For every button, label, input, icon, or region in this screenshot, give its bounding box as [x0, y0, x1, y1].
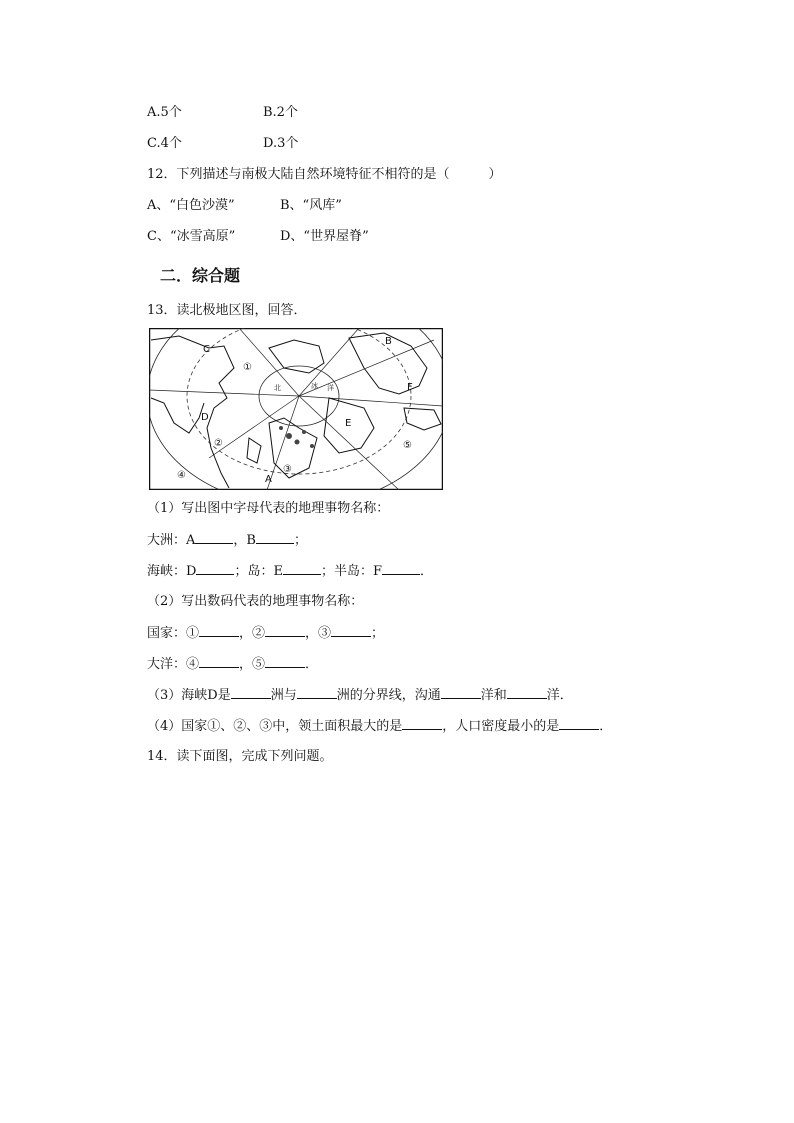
map-label-a: A	[265, 474, 272, 485]
continent-b-label: ，B	[233, 533, 256, 548]
q13-stem: 13．读北极地区图，回答．	[147, 303, 307, 318]
blank-ocean-4[interactable]	[199, 655, 239, 668]
blank-part4-lowest-density[interactable]	[559, 717, 599, 730]
q12-option-b: B、“风库”	[280, 198, 342, 213]
blank-part3-ocean-1[interactable]	[441, 686, 481, 699]
q13-part2-prompt: （2）写出数码代表的地理事物名称：	[147, 594, 364, 609]
blank-peninsula-f[interactable]	[382, 562, 420, 575]
blank-island-e[interactable]	[283, 562, 321, 575]
blank-country-2[interactable]	[265, 624, 305, 637]
part3-text-2: 洲与	[270, 688, 297, 703]
blank-ocean-5[interactable]	[265, 655, 305, 668]
country-end: ；	[371, 626, 385, 641]
q13-part2-countries	[147, 624, 384, 643]
blank-continent-b[interactable]	[256, 531, 294, 544]
map-label-e: E	[345, 418, 352, 429]
map-label-5: ⑤	[403, 440, 412, 451]
part4-text-3: ．	[599, 719, 613, 734]
q12-stem: 12．下列描述与南极大陆自然环境特征不相符的是（ ）	[147, 167, 502, 182]
arctic-map	[149, 328, 443, 490]
map-label-4: ④	[177, 470, 186, 481]
q11-option-c: C.4个	[147, 136, 182, 151]
blank-part4-largest[interactable]	[402, 717, 442, 730]
map-label-d: D	[201, 412, 209, 423]
part4-text-2: ，人口密度最小的是	[442, 719, 560, 734]
part1-end: ．	[419, 564, 433, 579]
part3-text-1: （3）海峡D是	[147, 688, 231, 703]
map-label-3: ③	[283, 464, 292, 475]
map-label-1: ①	[243, 362, 252, 373]
ocean-label: 大洋：④	[147, 657, 200, 672]
country-2-label: ，②	[239, 626, 266, 641]
island-label: ；岛：E	[234, 564, 283, 579]
q11-options-row-1	[147, 104, 298, 122]
q11-option-a: A.5个	[147, 105, 182, 120]
blank-continent-a[interactable]	[195, 531, 233, 544]
country-label: 国家：①	[147, 626, 200, 641]
q12-option-c: C、“冰雪高原”	[147, 229, 236, 244]
q13-part1-features	[147, 562, 433, 581]
continent-end: ；	[293, 533, 307, 548]
section-heading: 二．综合题	[160, 266, 241, 285]
q13-part3	[147, 686, 573, 705]
strait-label: 海峡：D	[147, 564, 197, 579]
ocean-end: ．	[305, 657, 319, 672]
q13-part1-prompt: （1）写出图中字母代表的地理事物名称：	[147, 501, 390, 516]
map-label-b: B	[385, 336, 392, 347]
q11-option-b: B.2个	[263, 105, 298, 120]
map-label-ocean-1: 北	[274, 384, 281, 392]
q12-options-row-2	[147, 228, 369, 246]
q13-part2-oceans	[147, 655, 318, 674]
q14-stem: 14．读下面图，完成下列问题。	[147, 749, 333, 764]
peninsula-label: ；半岛：F	[320, 564, 382, 579]
map-frame	[150, 329, 443, 490]
q13-part1-continents	[147, 531, 307, 550]
map-label-ocean-3: 洋	[327, 384, 334, 392]
part3-text-5: 洋．	[546, 688, 573, 703]
continent-label: 大洲：A	[147, 533, 196, 548]
blank-country-3[interactable]	[331, 624, 371, 637]
q11-option-d: D.3个	[263, 136, 299, 151]
blank-country-1[interactable]	[199, 624, 239, 637]
map-label-2: ②	[214, 438, 223, 449]
q12-option-a: A、“白色沙漠”	[147, 198, 235, 213]
map-label-c: C	[203, 344, 210, 355]
part4-text-1: （4）国家①、②、③中，领土面积最大的是	[147, 719, 403, 734]
blank-part3-continent-2[interactable]	[297, 686, 337, 699]
q11-options-row-2	[147, 135, 298, 153]
q12-options-row-1	[147, 197, 342, 215]
map-label-f: F	[407, 382, 413, 393]
part3-text-3: 洲的分界线，沟通	[336, 688, 441, 703]
blank-part3-ocean-2[interactable]	[507, 686, 547, 699]
blank-part3-continent-1[interactable]	[231, 686, 271, 699]
blank-strait-d[interactable]	[196, 562, 234, 575]
ocean-5-label: ，⑤	[239, 657, 266, 672]
q13-part4	[147, 717, 612, 736]
q12-option-d: D、“世界屋脊”	[280, 229, 369, 244]
part3-text-4: 洋和	[480, 688, 507, 703]
map-label-ocean-2: 冰	[311, 382, 318, 390]
country-3-label: ，③	[305, 626, 332, 641]
